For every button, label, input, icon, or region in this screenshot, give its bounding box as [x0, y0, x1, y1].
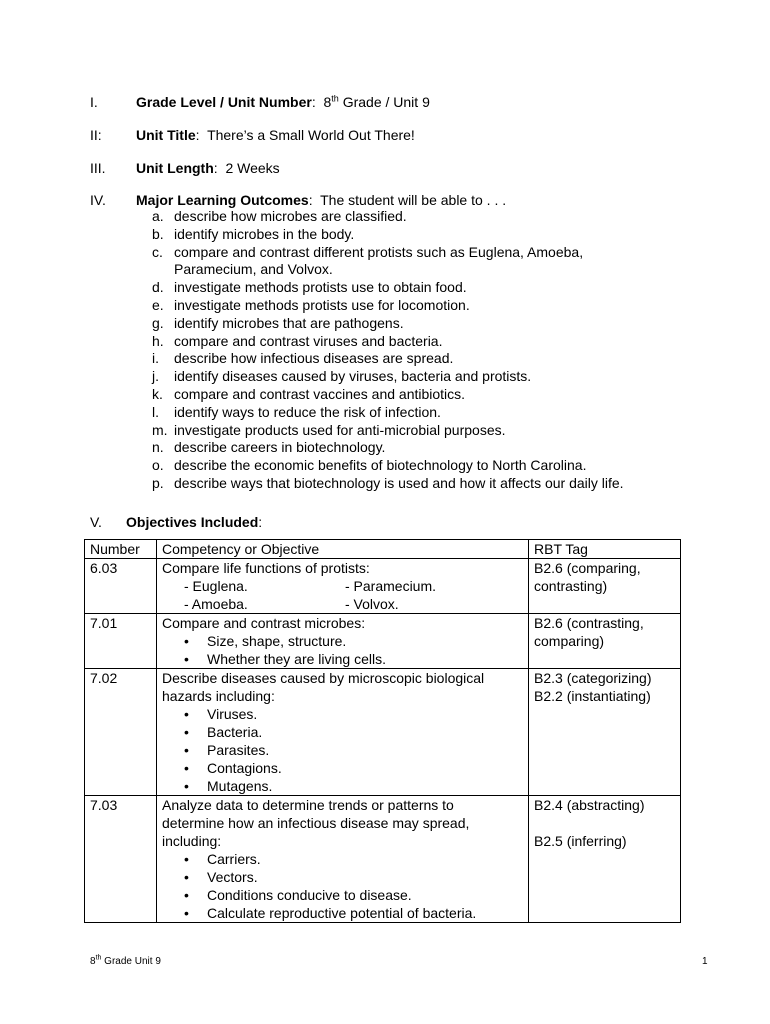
- section-value: 2 Weeks: [225, 160, 280, 176]
- outcome-item: [152, 279, 624, 297]
- outcome-item: [152, 297, 624, 315]
- rbt-tag-line: B2.6 (comparing,: [534, 560, 641, 576]
- rbt-tag-line: comparing): [534, 633, 605, 649]
- bullet-item: • Bacteria.: [162, 723, 523, 741]
- protist-item: - Volvox.: [345, 596, 399, 612]
- outcome-item: [152, 439, 624, 457]
- section-number: III.: [90, 160, 106, 176]
- rbt-tag: [529, 796, 681, 923]
- objective-line: including:: [162, 833, 222, 849]
- outcome-text: identify diseases caused by viruses, bacteria and protists.: [174, 368, 532, 385]
- objective-text: [157, 559, 529, 614]
- objective-line: Compare and contrast microbes:: [162, 615, 366, 631]
- outcome-letter: g.: [152, 314, 164, 331]
- section-number: IV.: [90, 192, 106, 208]
- outcome-text: describe the economic benefits of biotechnology to North Carolina.: [174, 457, 587, 474]
- outcome-text: identify ways to reduce the risk of infection.: [174, 403, 441, 420]
- outcome-item: [152, 208, 624, 226]
- outcome-text: compare and contrast viruses and bacteria.: [174, 332, 443, 349]
- bullet-item: • Contagions.: [162, 759, 523, 777]
- protist-item: - Amoeba.: [184, 596, 248, 612]
- bullet-list: [162, 850, 523, 922]
- outcome-item: [152, 422, 624, 440]
- bullet-list: [162, 632, 523, 668]
- bullet-item: • Mutagens.: [162, 777, 523, 795]
- objective-line: determine how an infectious disease may spread,: [162, 815, 470, 831]
- outcome-text: describe ways that biotechnology is used and how it affects our daily life.: [174, 474, 624, 491]
- header-number: Number: [85, 540, 157, 559]
- outcome-letter: c.: [152, 243, 163, 260]
- section-label: Grade Level / Unit Number: [136, 94, 312, 110]
- footer-unit-label: 8th Grade Unit 9: [90, 954, 161, 967]
- section-label: Objectives Included: [126, 514, 259, 530]
- outcome-text: investigate products used for anti-microbial purposes.: [174, 421, 506, 438]
- objective-line: Analyze data to determine trends or patterns to: [162, 797, 454, 813]
- outcome-letter: k.: [152, 385, 163, 402]
- objective-text: [157, 796, 529, 923]
- section-label: Unit Title: [136, 127, 196, 143]
- outcome-item: [152, 226, 624, 244]
- objective-number: 7.01: [85, 614, 157, 669]
- outcome-item: [152, 333, 624, 351]
- table-header-row: [85, 540, 681, 559]
- header-rbt-tag: RBT Tag: [529, 540, 681, 559]
- section-value: 8th Grade / Unit 9: [323, 93, 430, 110]
- bullet-item: • Calculate reproductive potential of bacteria.: [162, 904, 523, 922]
- rbt-tag-line: B2.3 (categorizing): [534, 670, 652, 686]
- outcome-text: investigate methods protists use for locomotion.: [174, 296, 470, 313]
- bullet-item: • Parasites.: [162, 741, 523, 759]
- outcome-letter: h.: [152, 332, 164, 349]
- outcome-letter: j.: [152, 368, 159, 385]
- rbt-tag-line: B2.2 (instantiating): [534, 688, 651, 704]
- objective-text: [157, 669, 529, 796]
- outcome-letter: e.: [152, 296, 164, 313]
- objective-line: Compare life functions of protists:: [162, 560, 370, 576]
- section-label: Major Learning Outcomes: [136, 192, 309, 208]
- outcome-item: [152, 475, 624, 493]
- outcome-letter: l.: [152, 403, 159, 420]
- rbt-tag-line: B2.5 (inferring): [534, 833, 627, 849]
- rbt-tag-line: contrasting): [534, 578, 608, 594]
- outcome-letter: a.: [152, 208, 164, 224]
- outcome-text: identify microbes in the body.: [174, 225, 355, 242]
- outcome-item: [152, 244, 624, 262]
- section-label: Unit Length: [136, 160, 214, 176]
- section-value: The student will be able to . . .: [320, 192, 507, 208]
- bullet-item: • Carriers.: [162, 850, 523, 868]
- bullet-item: • Conditions conducive to disease.: [162, 886, 523, 904]
- outcome-item: [152, 386, 624, 404]
- table-row: [85, 796, 681, 923]
- outcome-letter: o.: [152, 457, 164, 474]
- rbt-tag-line: B2.4 (abstracting): [534, 797, 645, 813]
- objective-number: 7.02: [85, 669, 157, 796]
- outcome-letter: b.: [152, 225, 164, 242]
- section-number: I.: [90, 94, 98, 110]
- rbt-tag: [529, 559, 681, 614]
- outcome-letter: n.: [152, 439, 164, 456]
- section-value: There’s a Small World Out There!: [207, 127, 415, 143]
- outcome-item: [152, 315, 624, 333]
- outcome-text: compare and contrast vaccines and antibiotics.: [174, 385, 466, 402]
- bullet-item: • Vectors.: [162, 868, 523, 886]
- outcome-letter: p.: [152, 474, 164, 491]
- rbt-tag: [529, 669, 681, 796]
- header-objective: Competency or Objective: [157, 540, 529, 559]
- outcome-text: describe how microbes are classified.: [174, 208, 407, 224]
- bullet-item: • Size, shape, structure.: [162, 632, 523, 650]
- bullet-list: [162, 705, 523, 795]
- outcome-letter: i.: [152, 350, 159, 367]
- outcome-item: [152, 457, 624, 475]
- bullet-item: • Whether they are living cells.: [162, 650, 523, 668]
- section-value: :: [258, 514, 263, 530]
- section-number: II:: [90, 127, 102, 143]
- outcome-text: describe careers in biotechnology.: [174, 439, 386, 456]
- table-row: [85, 669, 681, 796]
- objective-number: 6.03: [85, 559, 157, 614]
- outcome-text: describe how infectious diseases are spread.: [174, 350, 454, 367]
- bullet-item: • Viruses.: [162, 705, 523, 723]
- outcome-text: investigate methods protists use to obtain food.: [174, 279, 467, 296]
- table-row: [85, 559, 681, 614]
- outcome-text: compare and contrast different protists such as Euglena, Amoeba,: [174, 243, 584, 260]
- objective-line: Describe diseases caused by microscopic biological: [162, 670, 485, 686]
- table-row: [85, 614, 681, 669]
- outcome-item: [152, 368, 624, 386]
- rbt-tag-spacer: [534, 814, 675, 832]
- objectives-table: [84, 539, 681, 923]
- protist-item: - Euglena.: [184, 578, 248, 594]
- objective-text: [157, 614, 529, 669]
- outcome-letter: m.: [152, 421, 168, 438]
- section-number: V.: [90, 514, 102, 530]
- outcomes-list: [152, 208, 624, 493]
- outcome-item: [152, 350, 624, 368]
- rbt-tag-line: B2.6 (contrasting,: [534, 615, 644, 631]
- outcome-letter: d.: [152, 279, 164, 296]
- outcome-item: [152, 404, 624, 422]
- outcome-text: identify microbes that are pathogens.: [174, 314, 404, 331]
- objective-line: hazards including:: [162, 688, 275, 704]
- outcome-continuation: Paramecium, and Volvox.: [174, 261, 333, 278]
- protist-item: - Paramecium.: [345, 578, 437, 594]
- footer-page-number: 1: [702, 956, 708, 967]
- rbt-tag: [529, 614, 681, 669]
- objective-number: 7.03: [85, 796, 157, 923]
